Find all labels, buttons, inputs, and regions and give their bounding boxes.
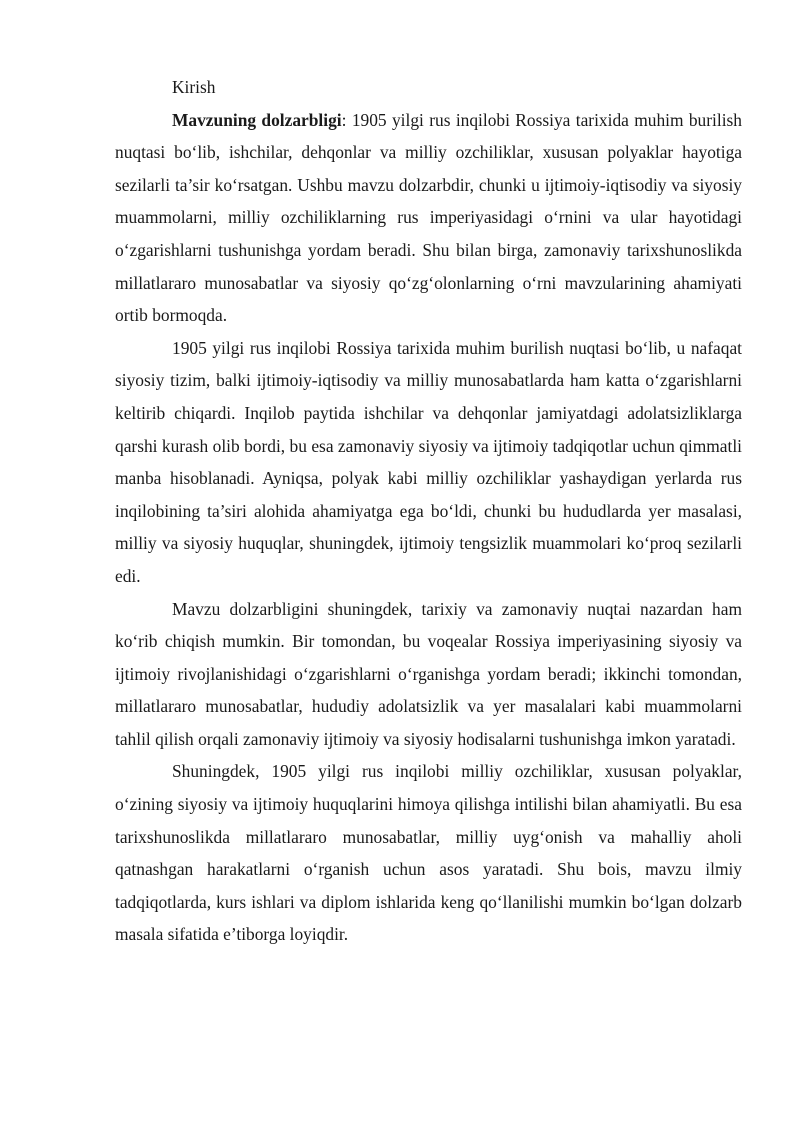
paragraph-revolution-impact: 1905 yilgi rus inqilobi Rossiya tarixida muhim burilish nuqtasi bo‘lib, u nafaqat siyosiy tizim, balki ijtimoiy-iqtisodiy va milliy munosabatlarda ham katta o‘zgarishlarni keltirib chiqardi. Inqilob paytida ishchilar va dehqonlar jamiyatdagi adolatsizliklarga qarshi kurash olib bordi, bu esa zamonaviy siyosiy va ijtimoiy tadqiqotlar uchun qimmatli manba hisoblanadi. Ayniqsa, polyak kabi milliy ozchiliklar yashaydigan yerlarda rus inqilobining ta’siri alohida ahamiyatga ega bo‘ldi, chunki bu hududlarda yer masalasi, milliy va siyosiy huquqlar, shuningdek, ijtimoiy tengsizlik muammolari ko‘proq sezilarli edi. [115,337,742,586]
paragraph-relevance [115,104,742,332]
paragraph-minorities: Shuningdek, 1905 yilgi rus inqilobi milliy ozchiliklar, xususan polyaklar, o‘zining siyosiy va ijtimoiy huquqlarini himoya qilishga intilishi bilan ahamiyatli. Bu esa tarixshunoslikda millatlararo munosabatlar, milliy uyg‘onish va mahalliy aholi qatnashgan harakatlarni o‘rganish uchun asos yaratadi. Shu bois, mavzu ilmiy tadqiqotlarda, kurs ishlari va diplom ishlarida keng qo‘llanilishi mumkin bo‘lgan dolzarb masala sifatida e’tiborga loyiqdir. [115,761,742,945]
paragraph-historical-perspective: Mavzu dolzarbligini shuningdek, tarixiy va zamonaviy nuqtai nazardan ham ko‘rib chiqish mumkin. Bir tomondan, bu voqealar Rossiya imperiyasining siyosiy va ijtimoiy rivojlanishidagi o‘zgarishlarni o‘rganishga yordam beradi; ikkinchi tomondan, millatlararo munosabatlar, hududiy adolatsizlik va yer masalalari kabi muammolarni tahlil qilish orqali zamonaviy ijtimoiy va siyosiy hodisalarni tushunishga imkon yaratadi. [115,598,742,749]
document-page [115,71,742,951]
paragraph-relevance-text: : 1905 yilgi rus inqilobi Rossiya tarixida muhim burilish nuqtasi bo‘lib, ishchilar, dehqonlar va milliy ozchiliklar, xususan polyaklar hayotiga sezilarli ta’sir ko‘rsatgan. Ushbu mavzu dolzarbdir, chunki u ijtimoiy-iqtisodiy va siyosiy muammolarni, milliy ozchiliklarning rus imperiyasidagi o‘rnini va ular hayotidagi o‘zgarishlarni tushunishga yordam beradi. Shu bilan birga, zamonaviy tarixshunoslikda millatlararo munosabatlar va siyosiy qo‘zg‘olonlarning o‘rni mavzularining ahamiyati ortib bormoqda. [115,109,742,326]
paragraph-lead-term: Mavzuning dolzarbligi [172,109,342,130]
section-heading: Kirish [172,77,216,97]
